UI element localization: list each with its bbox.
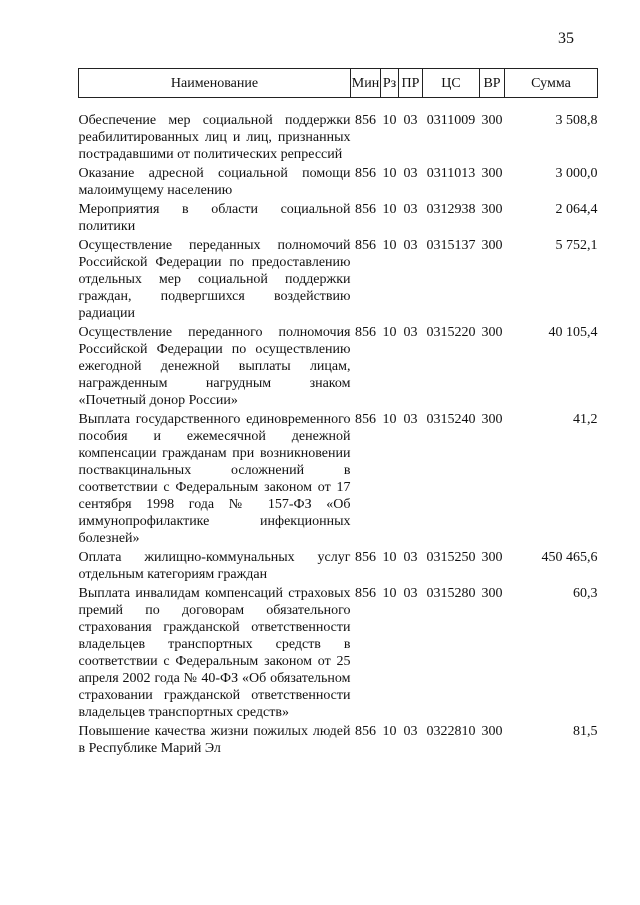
cell-cs: 0311013 <box>426 166 476 181</box>
table-header-row <box>79 69 598 98</box>
table-row <box>79 237 598 324</box>
cell-pr: 03 <box>403 166 418 181</box>
cell-pr: 03 <box>403 113 418 128</box>
cell-min: 856 <box>355 202 376 217</box>
cell-vr: 300 <box>481 412 503 427</box>
table-row <box>79 112 598 165</box>
table-row <box>79 585 598 723</box>
cell-cs: 0311009 <box>426 113 476 128</box>
cell-vr: 300 <box>481 238 503 253</box>
cell-rz: 10 <box>382 113 397 128</box>
cell-rz: 10 <box>382 550 397 565</box>
cell-cs: 0315137 <box>426 238 476 253</box>
cell-min: 856 <box>355 586 376 601</box>
cell-rz: 10 <box>382 166 397 181</box>
cell-rz: 10 <box>382 586 397 601</box>
cell-name: Повышение качества жизни пожилых людей в Республике Марий Эл <box>78 724 351 756</box>
cell-pr: 03 <box>403 202 418 217</box>
cell-sum: 81,5 <box>573 724 598 739</box>
cell-min: 856 <box>355 166 376 181</box>
cell-pr: 03 <box>403 550 418 565</box>
cell-cs: 0315280 <box>426 586 476 601</box>
cell-name: Осуществление переданного полномочия Российской Федерации по осуществлению ежегодной денежной выплаты лицам, награжденным нагрудным знаком «Почетный донор России» <box>78 325 351 408</box>
header-vr: ВР <box>480 69 505 98</box>
cell-vr: 300 <box>481 166 503 181</box>
cell-vr: 300 <box>481 202 503 217</box>
cell-rz: 10 <box>382 724 397 739</box>
budget-table <box>78 68 598 759</box>
cell-pr: 03 <box>403 586 418 601</box>
header-min: Мин <box>351 69 381 98</box>
cell-pr: 03 <box>403 724 418 739</box>
cell-min: 856 <box>355 550 376 565</box>
cell-sum: 5 752,1 <box>555 238 598 253</box>
header-cs: ЦС <box>423 69 480 98</box>
cell-vr: 300 <box>481 325 503 340</box>
cell-pr: 03 <box>403 325 418 340</box>
cell-name: Оказание адресной социальной помощи малоимущему населению <box>78 166 351 198</box>
cell-min: 856 <box>355 325 376 340</box>
cell-sum: 450 465,6 <box>541 550 598 565</box>
cell-vr: 300 <box>481 724 503 739</box>
header-pr: ПР <box>399 69 423 98</box>
cell-sum: 2 064,4 <box>555 202 598 217</box>
cell-sum: 40 105,4 <box>548 325 598 340</box>
cell-cs: 0312938 <box>426 202 476 217</box>
header-spacer <box>79 98 598 113</box>
table-row <box>79 723 598 759</box>
header-name: Наименование <box>79 69 351 98</box>
header-sum: Сумма <box>505 69 598 98</box>
cell-cs: 0315220 <box>426 325 476 340</box>
cell-name: Осуществление переданных полномочий Российской Федерации по предоставлению отдельных мер социальной поддержки граждан, подвергшихся воздействию радиации <box>78 238 351 321</box>
page-number: 35 <box>558 30 574 47</box>
table-row <box>79 411 598 549</box>
table-body <box>79 98 598 760</box>
cell-pr: 03 <box>403 412 418 427</box>
cell-name: Оплата жилищно-коммунальных услуг отдельным категориям граждан <box>78 550 351 582</box>
cell-sum: 3 000,0 <box>555 166 598 181</box>
cell-vr: 300 <box>481 113 503 128</box>
table-row <box>79 324 598 411</box>
cell-min: 856 <box>355 238 376 253</box>
cell-vr: 300 <box>481 586 503 601</box>
cell-name: Выплата государственного единовременного пособия и ежемесячной денежной компенсации гражданам при возникновении поствакцинальных осложнений в соответствии с Федеральным законом от 17 сентября 1998 года № 157-ФЗ «Об иммунопрофилактике инфекционных болезней» <box>78 412 351 546</box>
cell-rz: 10 <box>382 238 397 253</box>
cell-name: Обеспечение мер социальной поддержки реабилитированных лиц и лиц, признанных пострадавшими от политических репрессий <box>78 113 351 162</box>
table-row <box>79 165 598 201</box>
cell-rz: 10 <box>382 325 397 340</box>
table-row <box>79 549 598 585</box>
cell-name: Выплата инвалидам компенсаций страховых премий по договорам обязательного страхования гражданской ответственности владельцев транспортных средств в соответствии с Федеральным законом от 25 апреля 2002 года № 40-ФЗ «Об обязательном страховании гражданской ответственности владельцев транспортных средств» <box>78 586 351 720</box>
cell-min: 856 <box>355 412 376 427</box>
cell-sum: 60,3 <box>573 586 598 601</box>
cell-cs: 0322810 <box>426 724 476 739</box>
cell-rz: 10 <box>382 412 397 427</box>
cell-pr: 03 <box>403 238 418 253</box>
cell-cs: 0315250 <box>426 550 476 565</box>
header-rz: Рз <box>381 69 399 98</box>
cell-min: 856 <box>355 113 376 128</box>
table-row <box>79 201 598 237</box>
cell-sum: 41,2 <box>573 412 598 427</box>
cell-min: 856 <box>355 724 376 739</box>
cell-sum: 3 508,8 <box>555 113 598 128</box>
cell-cs: 0315240 <box>426 412 476 427</box>
cell-rz: 10 <box>382 202 397 217</box>
cell-name: Мероприятия в области социальной политики <box>78 202 351 234</box>
cell-vr: 300 <box>481 550 503 565</box>
